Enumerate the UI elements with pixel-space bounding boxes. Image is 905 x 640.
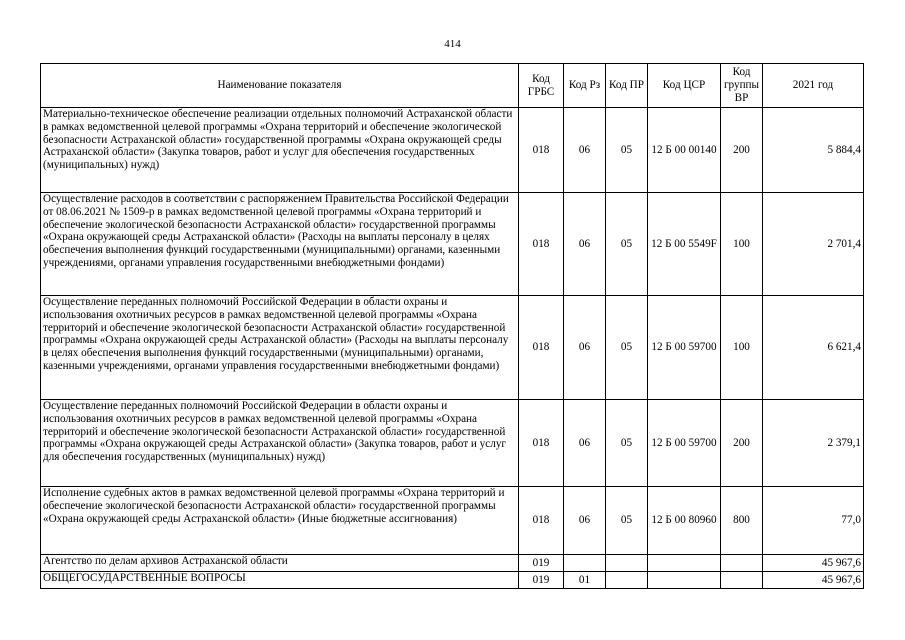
row-vr xyxy=(721,555,763,572)
table-row xyxy=(41,487,864,555)
table-row xyxy=(41,193,864,296)
header-rz: Код Рз xyxy=(564,64,606,108)
row-sum: 5 884,4 xyxy=(763,108,864,193)
row-pr xyxy=(606,555,648,572)
row-vr: 200 xyxy=(721,108,763,193)
row-grbs: 018 xyxy=(519,108,564,193)
row-name: Агентство по делам архивов Астраханской области xyxy=(41,555,519,572)
header-csr: Код ЦСР xyxy=(648,64,721,108)
row-rz: 06 xyxy=(564,400,606,487)
row-name: Материально-техническое обеспечение реализации отдельных полномочий Астраханской области в рамках ведомственной целевой программы «Охрана территорий и обеспечение экологической безопасности Астраханской области» государственной программы «Охрана окружающей среды Астраханской области» (Закупка товаров, работ и услуг для обеспечения государственных (муниципальных) нужд) xyxy=(41,108,519,193)
row-sum: 2 379,1 xyxy=(763,400,864,487)
row-sum: 77,0 xyxy=(763,487,864,555)
row-pr: 05 xyxy=(606,296,648,400)
header-grbs: Код ГРБС xyxy=(519,64,564,108)
table-row xyxy=(41,555,864,572)
row-grbs: 018 xyxy=(519,193,564,296)
page-number: 414 xyxy=(444,38,461,50)
row-name: Исполнение судебных актов в рамках ведомственной целевой программы «Охрана территорий и обеспечение экологической безопасности Астраханской области» государственной программы «Охрана окружающей среды Астраханской области» (Иные бюджетные ассигнования) xyxy=(41,487,519,555)
table-row xyxy=(41,108,864,193)
row-csr: 12 Б 00 59700 xyxy=(648,296,721,400)
row-name: Осуществление переданных полномочий Российской Федерации в области охраны и использования охотничьих ресурсов в рамках ведомственной целевой программы «Охрана территорий и обеспечение экологической безопасности Астраханской области» государственной программы «Охрана окружающей среды Астраханской области» (Закупка товаров, работ и услуг для обеспечения государственных (муниципальных) нужд) xyxy=(41,400,519,487)
row-vr: 100 xyxy=(721,193,763,296)
row-vr: 800 xyxy=(721,487,763,555)
row-pr: 05 xyxy=(606,193,648,296)
row-pr: 05 xyxy=(606,108,648,193)
row-vr: 200 xyxy=(721,400,763,487)
row-csr: 12 Б 00 5549F xyxy=(648,193,721,296)
row-csr: 12 Б 00 59700 xyxy=(648,400,721,487)
row-pr: 05 xyxy=(606,487,648,555)
row-rz xyxy=(564,555,606,572)
table-row xyxy=(41,400,864,487)
row-sum: 45 967,6 xyxy=(763,572,864,589)
row-name: Осуществление переданных полномочий Российской Федерации в области охраны и использования охотничьих ресурсов в рамках ведомственной целевой программы «Охрана территорий и обеспечение экологической безопасности Астраханской области» государственной программы «Охрана окружающей среды Астраханской области» (Расходы на выплаты персоналу в целях обеспечения выполнения функций государственными (муниципальными) органами, казенными учреждениями, органами управления государственными внебюджетными фондами) xyxy=(41,296,519,400)
row-pr: 05 xyxy=(606,400,648,487)
row-grbs: 018 xyxy=(519,296,564,400)
table-row xyxy=(41,572,864,589)
table-row xyxy=(41,296,864,400)
row-grbs: 019 xyxy=(519,555,564,572)
row-grbs: 018 xyxy=(519,487,564,555)
row-rz: 06 xyxy=(564,108,606,193)
budget-table xyxy=(40,63,864,589)
row-rz: 06 xyxy=(564,487,606,555)
row-name: Осуществление расходов в соответствии с распоряжением Правительства Российской Федерации от 08.06.2021 № 1509-р в рамках ведомственной целевой программы «Охрана территорий и обеспечение экологической безопасности Астраханской области» государственной программы «Охрана окружающей среды Астраханской области» (Расходы на выплаты персоналу в целях обеспечения выполнения функций государственными (муниципальными) органами, казенными учреждениями, органами управления государственными внебюджетными фондами) xyxy=(41,193,519,296)
row-vr: 100 xyxy=(721,296,763,400)
row-rz: 01 xyxy=(564,572,606,589)
row-vr xyxy=(721,572,763,589)
row-csr xyxy=(648,555,721,572)
row-csr: 12 Б 00 00140 xyxy=(648,108,721,193)
row-csr: 12 Б 00 80960 xyxy=(648,487,721,555)
header-vr: Код группы ВР xyxy=(721,64,763,108)
row-sum: 45 967,6 xyxy=(763,555,864,572)
table-header-row xyxy=(41,64,864,108)
header-pr: Код ПР xyxy=(606,64,648,108)
header-name: Наименование показателя xyxy=(41,64,519,108)
row-csr xyxy=(648,572,721,589)
row-name: ОБЩЕГОСУДАРСТВЕННЫЕ ВОПРОСЫ xyxy=(41,572,519,589)
row-grbs: 019 xyxy=(519,572,564,589)
header-year: 2021 год xyxy=(763,64,864,108)
row-rz: 06 xyxy=(564,296,606,400)
row-grbs: 018 xyxy=(519,400,564,487)
row-rz: 06 xyxy=(564,193,606,296)
row-sum: 6 621,4 xyxy=(763,296,864,400)
row-sum: 2 701,4 xyxy=(763,193,864,296)
row-pr xyxy=(606,572,648,589)
